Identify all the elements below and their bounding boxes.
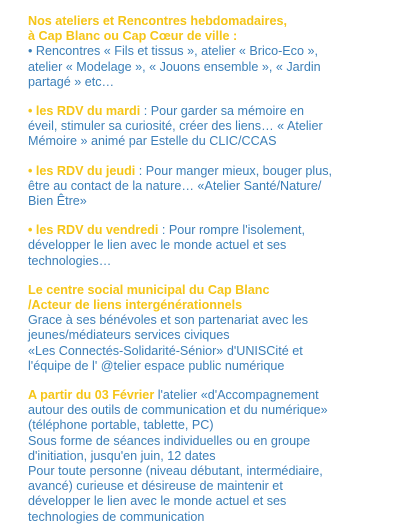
rdv-mardi: [28, 104, 390, 150]
centre-line: jeunes/médiateurs services civiques: [28, 328, 230, 343]
fevrier-line: d'initiation, jusqu'en juin, 12 dates: [28, 448, 216, 463]
bullet: •: [28, 104, 33, 119]
fevrier-line: Sous forme de séances individuelles ou en groupe: [28, 433, 311, 448]
rdv-jeudi-label: les RDV du jeudi: [35, 163, 136, 178]
fevrier-line: avancé) curieuse et désireuse de maintenir et: [28, 479, 283, 494]
intro-heading-line2: à Cap Blanc ou Cap Cœur de ville :: [28, 29, 238, 44]
bullet: •: [28, 223, 33, 238]
fevrier-label: A partir du 03 Février: [28, 388, 155, 403]
fevrier-line: Pour toute personne (niveau débutant, intermédiaire,: [28, 464, 323, 479]
intro-line: • Rencontres « Fils et tissus », atelier « Brico-Eco »,: [28, 44, 318, 59]
intro-section: [28, 14, 390, 90]
centre-line: l'équipe de l' @telier espace public numérique: [28, 358, 285, 373]
intro-heading-line1: Nos ateliers et Rencontres hebdomadaires,: [28, 14, 287, 28]
fevrier-section: [28, 388, 390, 525]
centre-line: Grace à ses bénévoles et son partenariat avec les: [28, 313, 309, 328]
intro-line: partagé » etc…: [28, 74, 115, 89]
rdv-mardi-line1: : Pour garder sa mémoire en: [140, 104, 304, 119]
rdv-vendredi-line1: : Pour rompre l'isolement,: [158, 223, 305, 238]
rdv-vendredi-label: les RDV du vendredi: [35, 223, 159, 238]
rdv-jeudi-line: être au contact de la nature… «Atelier Santé/Nature/: [28, 178, 322, 193]
rdv-mardi-line: éveil, stimuler sa curiosité, créer des liens… « Atelier: [28, 119, 323, 134]
rdv-mardi-label: les RDV du mardi: [35, 104, 141, 119]
centre-title-line2: /Acteur de liens intergénérationnels: [28, 298, 243, 313]
rdv-jeudi-line1: : Pour manger mieux, bouger plus,: [135, 163, 333, 178]
fevrier-line: autour des outils de communication et du numérique»: [28, 403, 328, 418]
rdv-vendredi-line: développer le lien avec le monde actuel et ses: [28, 238, 287, 253]
rdv-jeudi-line: Bien Être»: [28, 194, 87, 209]
centre-line: «Les Connectés-Solidarité-Sénior» d'UNISCité et: [28, 343, 303, 358]
intro-line: atelier « Modelage », « Jouons ensemble », « Jardin: [28, 59, 321, 74]
fevrier-line: développer le lien avec le monde actuel et ses: [28, 494, 287, 509]
fevrier-line: technologies de communication: [28, 509, 205, 524]
document-page: [28, 14, 390, 525]
rdv-mardi-line: Mémoire » animé par Estelle du CLIC/CCAS: [28, 134, 277, 149]
rdv-vendredi-line: technologies…: [28, 253, 112, 268]
centre-title-line1: Le centre social municipal du Cap Blanc: [28, 282, 270, 297]
bullet: •: [28, 163, 33, 178]
rdv-vendredi: [28, 223, 390, 269]
centre-section: [28, 283, 390, 374]
rdv-jeudi: [28, 164, 390, 210]
fevrier-line: (téléphone portable, tablette, PC): [28, 418, 214, 433]
fevrier-line1: l'atelier «d'Accompagnement: [154, 388, 319, 403]
